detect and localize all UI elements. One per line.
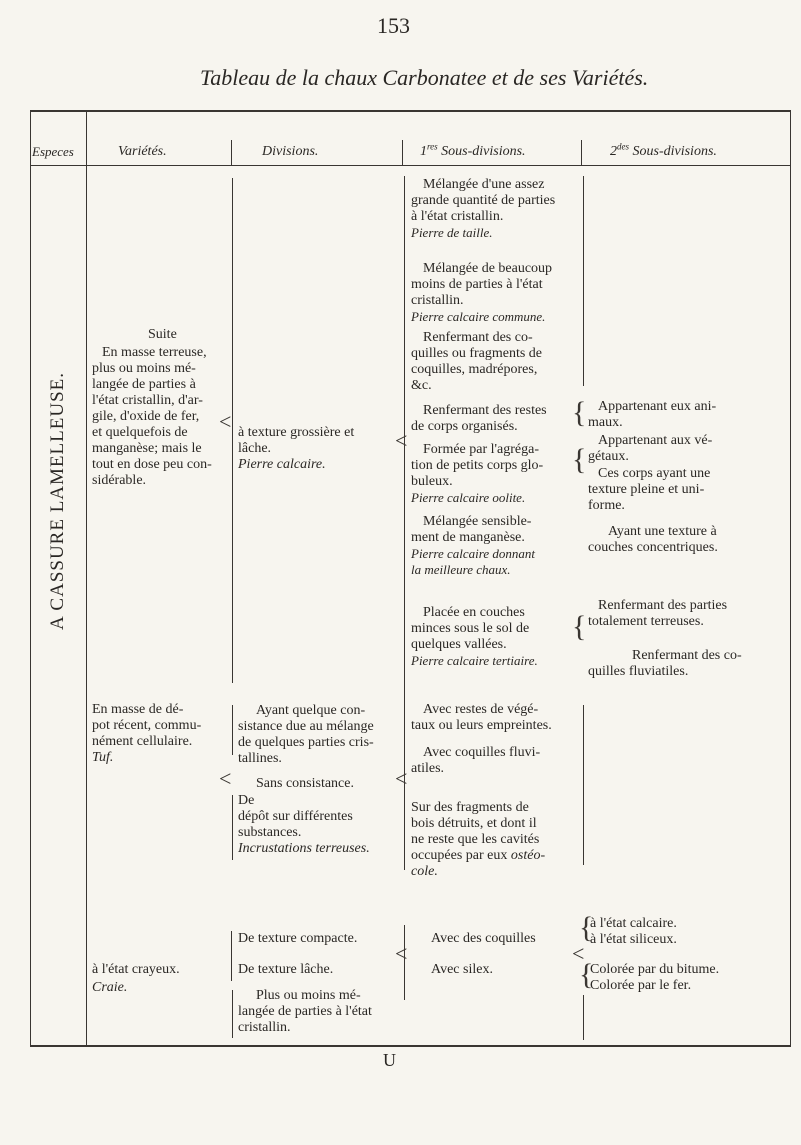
de-text <box>238 793 403 857</box>
tertiaire-name: Pierre calcaire tertiaire. <box>411 653 538 668</box>
texture-compacte: De texture compacte. <box>238 931 358 946</box>
consistance-line-0: Ayant quelque con- <box>256 703 366 718</box>
taille-line-2: à l'état cristallin. <box>411 209 504 224</box>
vegetaux2-line-1: gétaux. <box>588 449 629 464</box>
header-sous2-label: Sous-divisions. <box>632 144 717 159</box>
espece-text: A CASSURE LAMELLEUSE. <box>47 372 68 630</box>
texture-line-1: texture pleine et uni- <box>588 482 705 497</box>
taille-line-1: grande quantité de parties <box>411 193 556 208</box>
manganese-name-1: la meilleure chaux. <box>411 562 511 577</box>
de-depot-line-0: dépôt sur différentes <box>238 809 353 824</box>
commune-line-2: cristallin. <box>411 293 464 308</box>
page-number: 153 <box>377 13 410 38</box>
coquilles-line-2: coquilles, madrépores, <box>411 362 538 377</box>
bracket-de <box>232 795 233 860</box>
de-line: De <box>238 793 255 808</box>
taille-name: Pierre de taille. <box>411 225 493 240</box>
placee-line-1: minces sous le sol de <box>411 621 530 636</box>
suite-text <box>92 345 227 489</box>
animaux-block <box>588 399 788 431</box>
fluviatiles-line-1: atiles. <box>411 761 445 776</box>
bois-line-3 <box>411 848 583 864</box>
brace-placee: { <box>572 610 587 643</box>
brace-depot-right: < <box>395 766 408 791</box>
plus-line-2: cristallin. <box>238 1020 291 1035</box>
suite-line-6: manganèse; mais le <box>92 441 202 456</box>
oolite-name: Pierre calcaire oolite. <box>411 490 526 505</box>
animaux-line-1: maux. <box>588 415 623 430</box>
signature-mark: U <box>383 1050 396 1070</box>
grossiere-text <box>238 425 403 473</box>
header-sous-divisions-1 <box>420 141 526 160</box>
bracket-consistance <box>232 705 233 755</box>
bracket-plus <box>232 990 233 1038</box>
header-sous2-num: 2 <box>610 144 617 159</box>
fluviatiles2-block <box>588 648 788 680</box>
header-divisions: Divisions. <box>262 144 319 159</box>
formee-line-1: tion de petits corps glo- <box>411 458 544 473</box>
bracket-sous2-vegetaux <box>583 705 584 865</box>
texture-line-2: forme. <box>588 498 625 513</box>
suite-line-7: tout en dose peu con- <box>92 457 212 472</box>
etat-siliceux: à l'état siliceux. <box>590 932 677 947</box>
formee-line-0: Formée par l'agréga- <box>423 442 540 457</box>
concentriques-line-0: Ayant une texture à <box>608 524 717 539</box>
texture-block <box>588 466 788 514</box>
formee-block <box>411 442 583 506</box>
commune-name: Pierre calcaire commune. <box>411 309 546 324</box>
depot-line-1: pot récent, commu- <box>92 718 202 733</box>
fluviatiles2-line-1: quilles fluviatiles. <box>588 664 689 679</box>
restes-block <box>411 403 583 435</box>
bracket-vegetaux <box>404 705 405 800</box>
suite-line-3: l'état cristallin, d'ar- <box>92 393 203 408</box>
placee-line-0: Placée en couches <box>423 605 525 620</box>
placee-line-2: quelques vallées. <box>411 637 507 652</box>
terreuses-line-1: totalement terreuses. <box>588 614 704 629</box>
manganese-name-0: Pierre calcaire donnant <box>411 546 535 561</box>
manganese-block <box>411 514 583 578</box>
crayeux-name: Craie. <box>92 980 128 995</box>
formee-line-2: buleux. <box>411 474 453 489</box>
consistance-line-2: de quelques parties cris- <box>238 735 374 750</box>
consistance-line-3: tallines. <box>238 751 282 766</box>
restes-line-0: Renfermant des restes <box>423 403 547 418</box>
suite-label: Suite <box>148 327 177 342</box>
plus-line-1: langée de parties à l'état <box>238 1004 372 1019</box>
brace-restes: { <box>572 396 587 429</box>
taille-block <box>411 177 583 241</box>
brace-coquilles: < <box>395 941 408 966</box>
vegetaux2-block <box>588 433 788 465</box>
coquilles-line-1: quilles ou fragments de <box>411 346 543 361</box>
suite-line-1: plus ou moins mé- <box>92 361 196 376</box>
avec-coquilles: Avec des coquilles <box>431 931 536 946</box>
bois-line-0: Sur des fragments de <box>411 800 529 815</box>
bracket-compacte <box>231 931 232 981</box>
coquilles-block <box>411 330 583 394</box>
commune-line-0: Mélangée de beaucoup <box>423 261 553 276</box>
crayeux-text: à l'état crayeux. <box>92 962 180 977</box>
vegetaux-line-0: Avec restes de végé- <box>423 702 539 717</box>
plus-line-0: Plus ou moins mé- <box>256 988 361 1003</box>
coloree-bitume: Colorée par du bitume. <box>590 962 720 977</box>
restes-line-1: de corps organisés. <box>411 419 518 434</box>
bracket-sous2-bottom <box>583 995 584 1040</box>
suite-line-5: et quelquefois de <box>92 425 188 440</box>
header-varietes: Variétés. <box>118 144 167 159</box>
brace-grossiere: < <box>395 428 408 453</box>
header-sous1-num: 1 <box>420 144 427 159</box>
taille-line-0: Mélangée d'une assez <box>423 177 545 192</box>
depot-line-2: nément cellulaire. <box>92 734 193 749</box>
depot-name: Tuf. <box>92 750 114 765</box>
grossiere-line-0: à texture grossière et <box>238 425 355 440</box>
brace-coquilles-right: < <box>572 941 585 966</box>
manganese-line-0: Mélangée sensible- <box>423 514 532 529</box>
bois-line-2: ne reste que les cavités <box>411 832 540 847</box>
depot-line-0: En masse de dé- <box>92 702 184 717</box>
coloree-fer: Colorée par le fer. <box>590 978 692 993</box>
incrustations-name: Incrustations terreuses. <box>238 841 370 856</box>
brace-depot: < <box>219 766 232 791</box>
etat-calcaire: à l'état calcaire. <box>590 916 677 931</box>
brace-formee: { <box>572 443 587 476</box>
header-especes: Especes <box>32 144 74 159</box>
suite-line-2: langée de parties à <box>92 377 196 392</box>
header-sous2-sup: des <box>617 141 629 152</box>
avec-silex: Avec silex. <box>431 962 493 977</box>
vegetaux-block <box>411 702 583 734</box>
header-sous1-label: Sous-divisions. <box>441 144 526 159</box>
cole-name: cole. <box>411 864 438 879</box>
brace-bitume: { <box>579 958 594 991</box>
fluviatiles-line-0: Avec coquilles fluvi- <box>423 745 541 760</box>
bracket-sous1 <box>404 176 405 706</box>
manganese-line-1: ment de manganèse. <box>411 530 525 545</box>
plus-text <box>238 988 403 1036</box>
bracket-bois <box>404 800 405 870</box>
bracket-grossiere <box>232 178 233 683</box>
concentriques-line-1: couches concentriques. <box>588 540 718 555</box>
header-sous-divisions-2 <box>610 141 717 160</box>
bracket-sous2-top <box>583 176 584 386</box>
placee-block <box>411 605 583 669</box>
animaux-line-0: Appartenant eux ani- <box>598 399 717 414</box>
page-title: Tableau de la chaux Carbonatee et de ses Variétés. <box>200 65 649 90</box>
grossiere-line-1: lâche. <box>238 441 272 456</box>
bois-block <box>411 800 583 880</box>
sans-consistance: Sans consistance. <box>256 776 354 791</box>
vegetaux2-line-0: Appartenant aux vé- <box>598 433 713 448</box>
suite-line-8: sidérable. <box>92 473 147 488</box>
consistance-text <box>238 703 403 767</box>
fluviatiles-block <box>411 745 583 777</box>
header-sous1-sup: res <box>427 141 438 152</box>
vegetaux-line-1: taux ou leurs empreintes. <box>411 718 552 733</box>
consistance-line-1: sistance due au mélange <box>238 719 374 734</box>
commune-line-1: moins de parties à l'état <box>411 277 543 292</box>
texture-line-0: Ces corps ayant une <box>598 466 711 481</box>
bois-line-3-text: occupées par eux <box>411 848 508 863</box>
brace-suite: < <box>219 409 232 434</box>
suite-line-0: En masse terreuse, <box>102 345 207 360</box>
osteo-name: ostéo- <box>510 848 546 863</box>
commune-block <box>411 261 583 325</box>
brace-calcaire: { <box>579 911 594 944</box>
coquilles-line-3: &c. <box>411 378 432 393</box>
suite-line-4: gile, d'oxide de fer, <box>92 409 200 424</box>
terreuses-line-0: Renfermant des parties <box>598 598 728 613</box>
coquilles-line-0: Renfermant des co- <box>423 330 533 345</box>
terreuses-block <box>588 598 788 630</box>
fluviatiles2-line-0: Renfermant des co- <box>632 648 742 663</box>
texture-lache: De texture lâche. <box>238 962 334 977</box>
grossiere-name: Pierre calcaire. <box>238 457 326 472</box>
bois-line-1: bois détruits, et dont il <box>411 816 537 831</box>
depot-text <box>92 702 227 766</box>
de-depot-line-1: substances. <box>238 825 302 840</box>
concentriques-block <box>588 524 788 556</box>
